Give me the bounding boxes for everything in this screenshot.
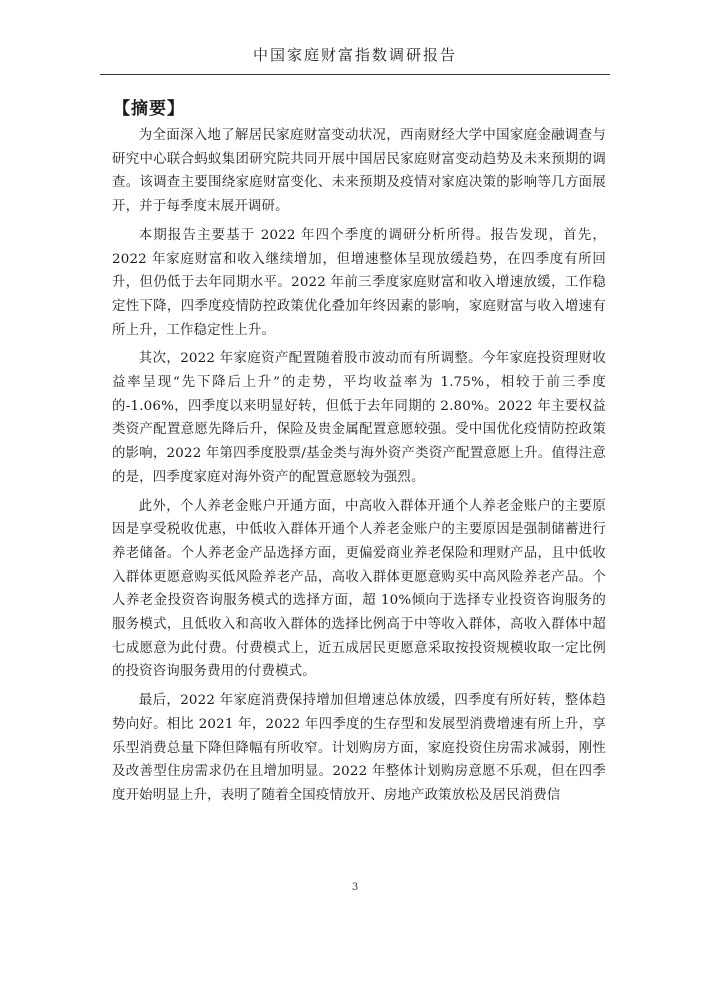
abstract-body: [112, 124, 606, 813]
paragraph-asset-allocation: 其次，2022 年家庭资产配置随着股市波动而有所调整。今年家庭投资理财收益率呈现“先下降后上升”的走势，平均收益率为 1.75%，相较于前三季度的-1.06%，四季度以来明显好转，但低于去年同期的 2.80%。2022 年主要权益类资产配置意愿先降后升，保险及贵金属配置意愿较强。受中国优化疫情防控政策的影响，2022 年第四季度股票/基金类与海外资产类资产配置意愿上升。值得注意的是，四季度家庭对海外资产的配置意愿较为强烈。: [112, 351, 606, 485]
paragraph-wealth-income: 本期报告主要基于 2022 年四个季度的调研分析所得。报告发现，首先，2022 年家庭财富和收入继续增加，但增速整体呈现放缓趋势，在四季度有所回升，但仍低于去年同期水平。2022 年前三季度家庭财富和收入增速放缓，工作稳定性下降，四季度疫情防控政策优化叠加年终因素的影响，家庭财富与收入增速有所上升，工作稳定性上升。: [112, 227, 606, 338]
page-number: 3: [351, 882, 359, 893]
section-heading-abstract: 【摘要】: [113, 99, 185, 119]
paragraph-pension-account: 此外，个人养老金账户开通方面，中高收入群体开通个人养老金账户的主要原因是享受税收优惠，中低收入群体开通个人养老金账户的主要原因是强制储蓄进行养老储备。个人养老金产品选择方面，更偏爱商业养老保险和理财产品，且中低收入群体更愿意购买低风险养老产品，高收入群体更愿意购买中高风险养老产品。个人养老金投资咨询服务模式的选择方面，超 10%倾向于选择专业投资咨询服务的服务模式，且低收入和高收入群体的选择比例高于中等收入群体，高收入群体中超七成愿意为此付费。付费模式上，近五成居民更愿意采取按投资规模收取一定比例的投资咨询服务费用的付费模式。: [112, 498, 606, 680]
header-rule: [100, 74, 610, 75]
paragraph-consumption-housing: 最后，2022 年家庭消费保持增加但增速总体放缓，四季度有所好转，整体趋势向好。相比 2021 年，2022 年四季度的生存型和发展型消费增速有所上升，享乐型消费总量下降但降幅有所收窄。计划购房方面，家庭投资住房需求减弱，刚性及改善型住房需求仍在且增加明显。2022 年整体计划购房意愿不乐观，但在四季度开始明显上升，表明了随着全国疫情放开、房地产政策放松及居民消费信: [112, 693, 606, 803]
paragraph-intro: 为全面深入地了解居民家庭财富变动状况，西南财经大学中国家庭金融调查与研究中心联合蚂蚁集团研究院共同开展中国居民家庭财富变动趋势及未来预期的调查。该调查主要围绕家庭财富变化、未来预期及疫情对家庭决策的影响等几方面展开，并于每季度末展开调研。: [112, 128, 606, 215]
running-header-title: 中国家庭财富指数调研报告: [252, 46, 457, 64]
